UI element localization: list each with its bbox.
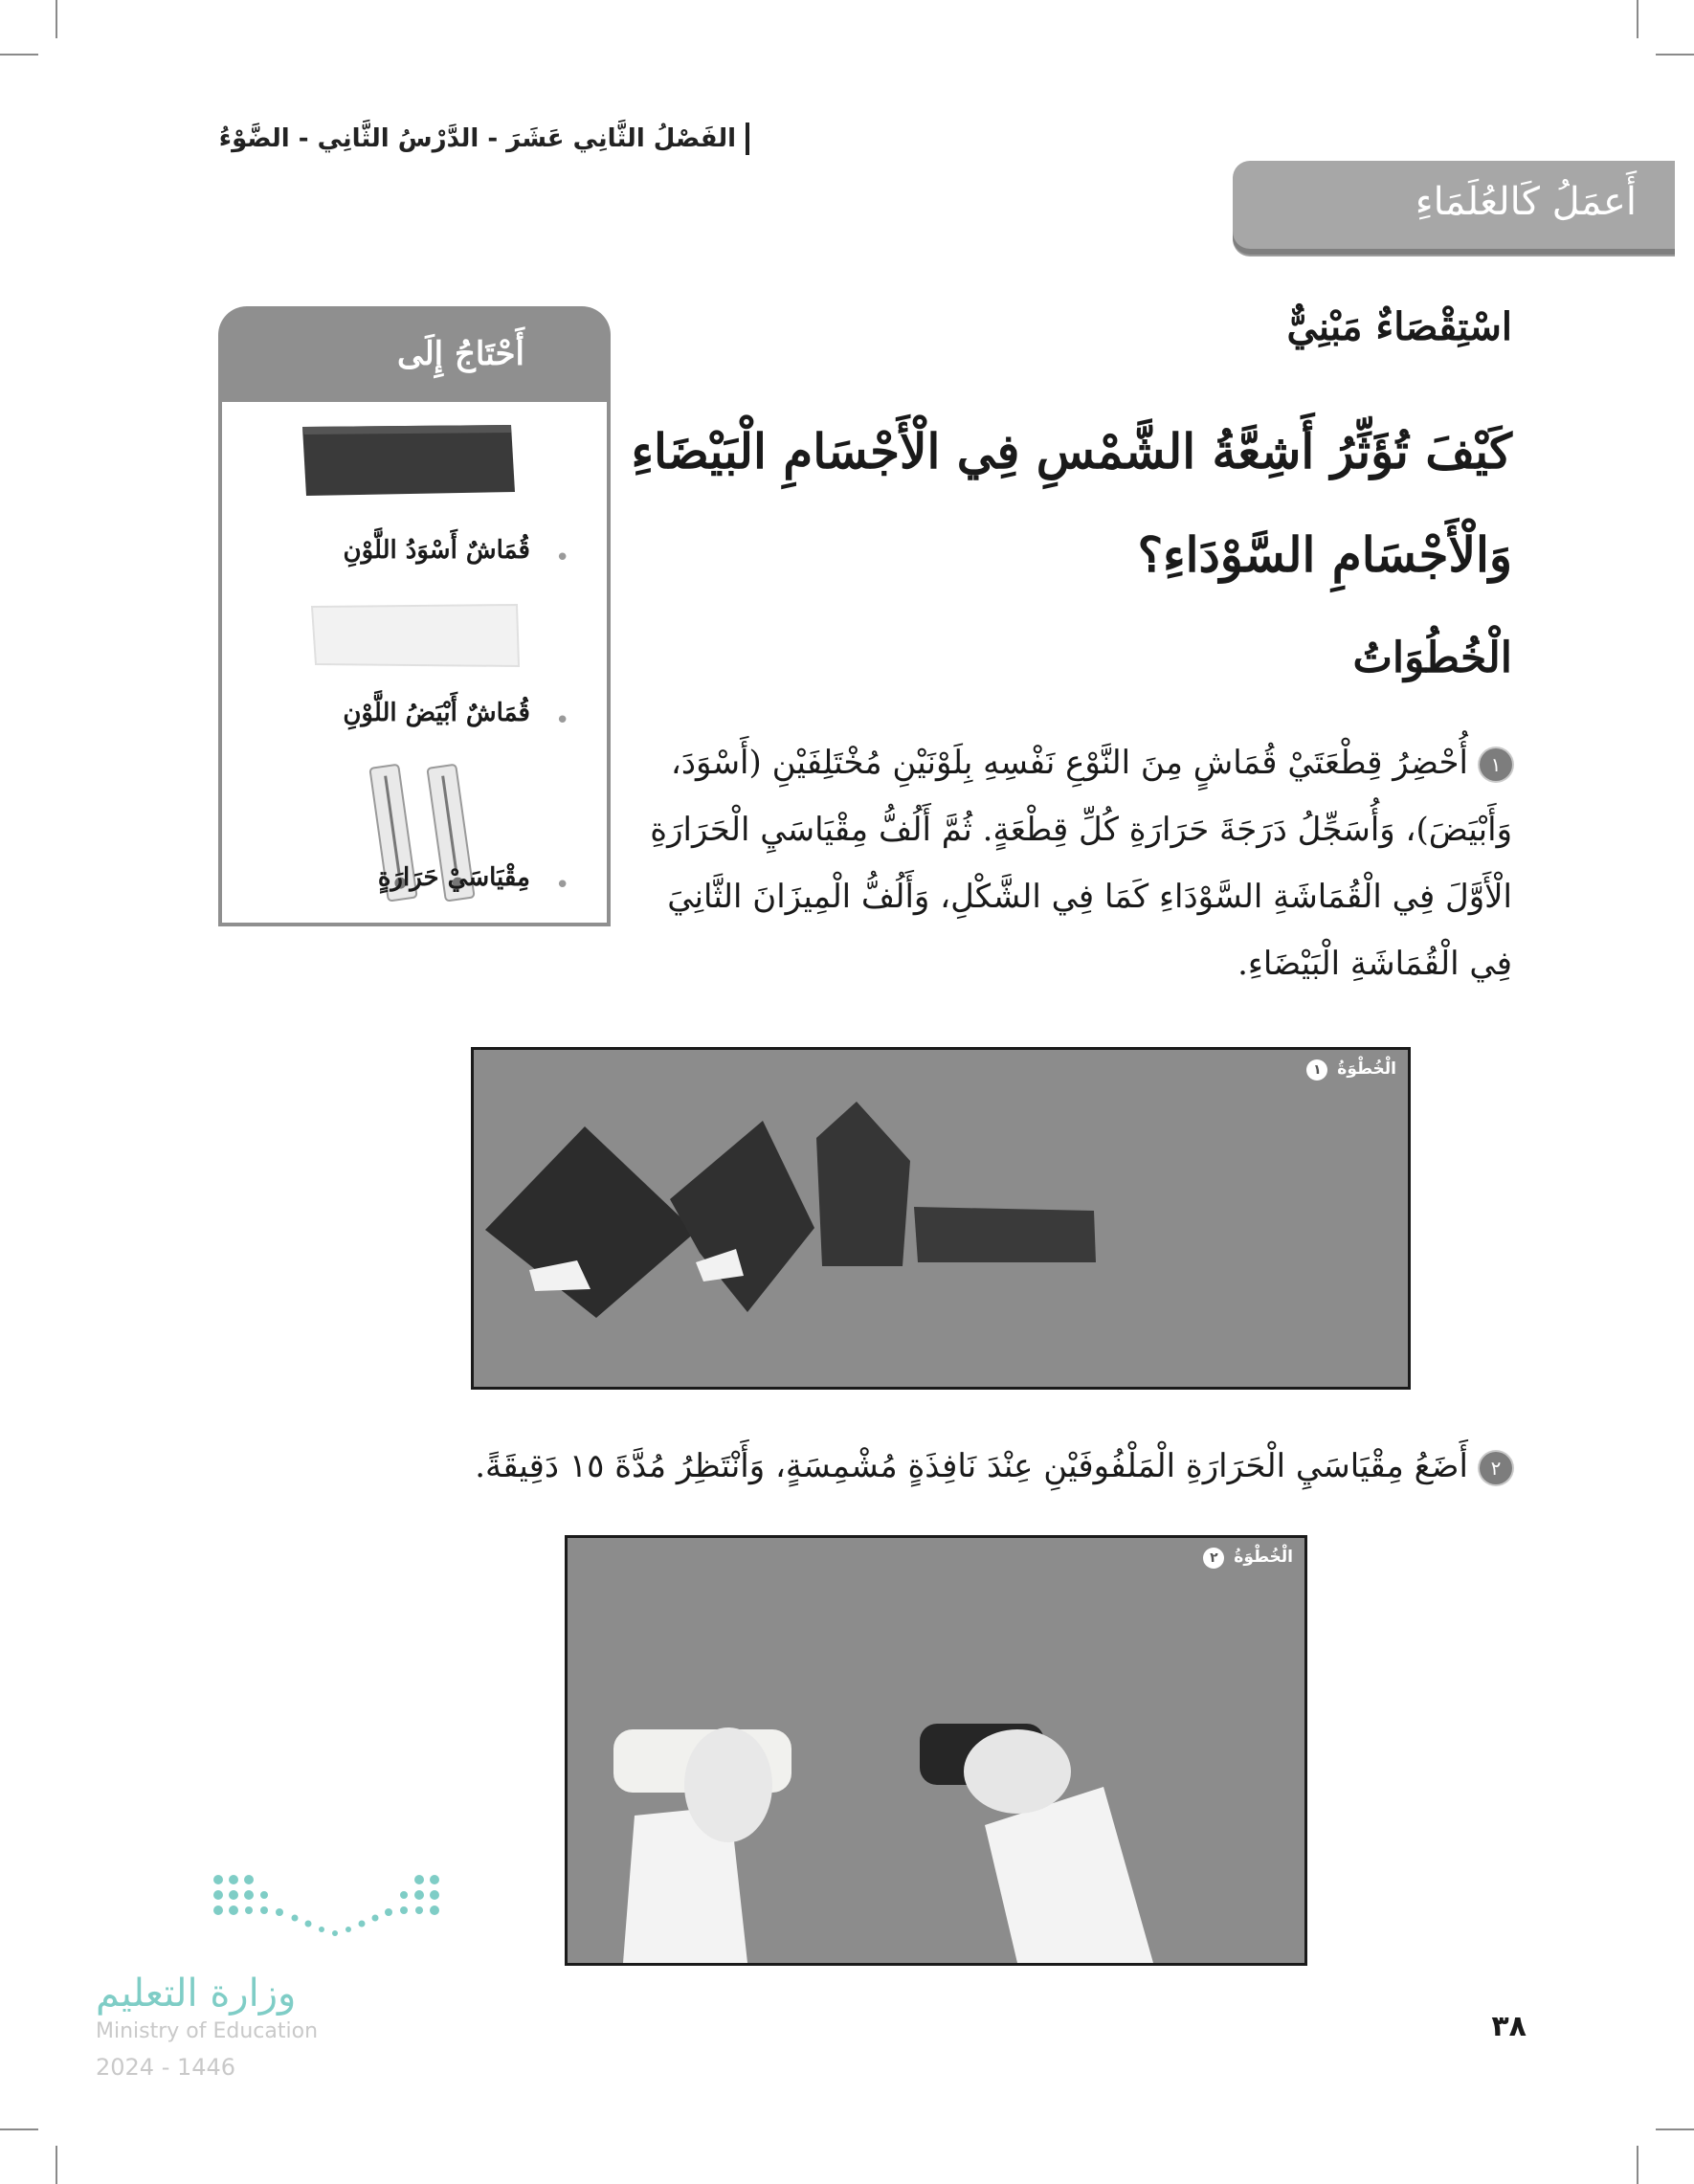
ministry-name-english: Ministry of Education — [96, 2019, 319, 2043]
materials-box — [218, 306, 611, 926]
bullet: • — [555, 544, 570, 572]
step-2-text: أَضَعُ مِقْيَاسَيِ الْحَرَارَةِ الْمَلْفُوفَيْنِ عِنْدَ نَافِذَةٍ مُشْمِسَةٍ، وَأَنْتَظِرُ مُدَّةَ ١٥ دَقِيقَةً. — [475, 1447, 1468, 1485]
materials-list — [218, 402, 611, 926]
ministry-name-arabic: وزارة التعليم — [96, 1972, 297, 2016]
materials-title: أَحْتَاجُ إِلَى — [396, 335, 524, 373]
crop-mark — [1637, 0, 1638, 38]
material-white-cloth: قُمَاشٌ أَبْيَضُ اللَّوْنِ — [343, 699, 530, 727]
bullet: • — [555, 871, 570, 900]
black-cloth-image — [299, 423, 519, 500]
crop-mark — [1656, 2128, 1694, 2130]
inquiry-subtitle: اسْتِقْصَاءٌ مَبْنِيٌّ — [1286, 304, 1512, 349]
bullet: • — [555, 706, 570, 735]
crop-mark — [1656, 54, 1694, 56]
page-number: ٣٨ — [1491, 2010, 1527, 2043]
ministry-year: 2024 - 1446 — [96, 2054, 236, 2081]
photo-1-label-number: ١ — [1306, 1059, 1327, 1081]
section-banner — [1233, 161, 1675, 255]
main-question: كَيْفَ تُؤَثِّرُ أَشِعَّةُ الشَّمْسِ فِي الْأَجْسَامِ الْبَيْضَاءِ وَالْأَجْسَامِ السَّوْدَاءِ؟ — [631, 423, 1512, 583]
step-1-number: ١ — [1480, 748, 1512, 781]
material-thermometers: مِقْيَاسَيْ حَرَارَةٍ — [377, 863, 530, 892]
steps-heading: الْخُطُوَاتُ — [1352, 634, 1512, 682]
crop-mark — [0, 2128, 38, 2130]
white-cloth-image — [310, 603, 521, 670]
ministry-logo-dots-icon — [212, 1874, 450, 1950]
crop-mark — [0, 54, 38, 56]
crop-mark — [1637, 2146, 1638, 2184]
chapter-breadcrumb: الفَصْلُ الثَّانِي عَشَرَ - الدَّرْسُ الثَّانِي - الضَّوْءُ — [200, 123, 749, 155]
crop-mark — [56, 2146, 57, 2184]
rolled-cloths-hands-image — [568, 1538, 1304, 1963]
material-black-cloth: قُمَاشٌ أَسْوَدُ اللَّوْنِ — [343, 536, 530, 565]
photo-1-label-text: الْخُطْوَةُ — [1337, 1059, 1396, 1079]
step-2-number: ٢ — [1480, 1452, 1512, 1484]
crop-mark — [56, 0, 57, 38]
step-1-photo — [471, 1047, 1411, 1390]
folded-cloth-sequence-image — [474, 1050, 1408, 1387]
photo-2-label-number: ٢ — [1203, 1548, 1224, 1569]
step-2-photo — [565, 1535, 1307, 1966]
step-2 — [364, 1437, 1512, 1495]
photo-2-label-text: الْخُطْوَةُ — [1234, 1548, 1293, 1567]
materials-header — [218, 306, 611, 402]
step-1 — [632, 729, 1512, 997]
banner-title: أَعمَلُ كَالعُلَمَاءِ — [1415, 180, 1637, 224]
step-1-text: أُحْضِرُ قِطْعَتَيْ قُمَاشٍ مِنَ النَّوْعِ نَفْسِهِ بِلَوْنَيْنِ مُخْتَلِفَيْنِ (أَسْوَدَ، وَأَبْيَضَ)، وَأُسَجِّلُ دَرَجَةَ حَرَارَةِ كُلِّ قِطْعَةٍ. ثُمَّ أَلُفُّ مِقْيَاسَيِ الْحَرَارَةِ الْأَوَّلَ فِي الْقُمَاشَةِ السَّوْدَاءِ كَمَا فِي الشَّكْلِ، وَأَلُفُّ الْمِيزَانَ الثَّانِيَ فِي الْقُمَاشَةِ الْبَيْضَاءِ. — [650, 744, 1512, 983]
